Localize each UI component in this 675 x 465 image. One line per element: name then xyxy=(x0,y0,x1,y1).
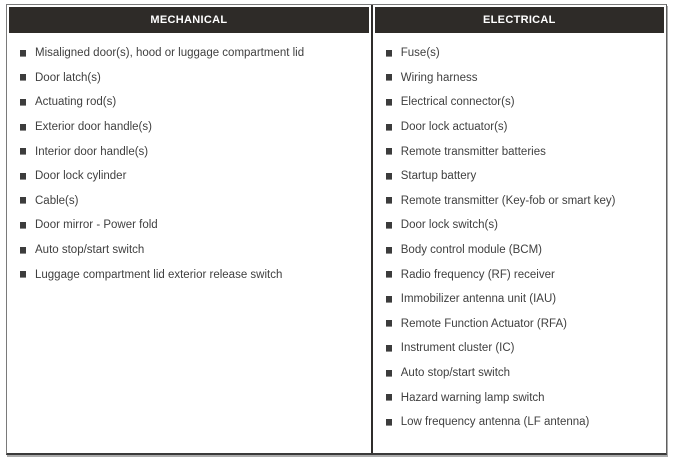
square-bullet-icon xyxy=(386,148,392,155)
square-bullet-icon xyxy=(20,74,26,81)
list-item-label: Hazard warning lamp switch xyxy=(400,391,545,404)
list-item-label: Door lock switch(s) xyxy=(400,219,498,232)
square-bullet-icon xyxy=(386,50,392,57)
square-bullet-icon xyxy=(386,370,392,377)
list-item xyxy=(373,361,662,386)
list-item-label: Remote transmitter batteries xyxy=(400,145,546,158)
list-item xyxy=(373,90,662,115)
list-item xyxy=(373,41,662,66)
column-electrical xyxy=(371,5,666,453)
square-bullet-icon xyxy=(20,247,26,254)
list-item xyxy=(373,287,662,312)
square-bullet-icon xyxy=(386,419,392,426)
mechanical-items-list xyxy=(7,35,371,453)
square-bullet-icon xyxy=(20,148,26,155)
square-bullet-icon xyxy=(386,74,392,81)
square-bullet-icon xyxy=(386,197,392,204)
square-bullet-icon xyxy=(386,394,392,401)
square-bullet-icon xyxy=(20,173,26,180)
square-bullet-icon xyxy=(20,124,26,131)
square-bullet-icon xyxy=(386,320,392,327)
square-bullet-icon xyxy=(386,247,392,254)
list-item-label: Electrical connector(s) xyxy=(400,96,515,109)
square-bullet-icon xyxy=(386,296,392,303)
list-item xyxy=(373,385,662,410)
list-item-label: Cable(s) xyxy=(35,194,79,207)
list-item xyxy=(373,336,662,361)
list-item xyxy=(7,139,367,164)
parts-table xyxy=(6,4,667,455)
list-item xyxy=(7,164,367,189)
list-item xyxy=(373,410,662,435)
list-item xyxy=(7,41,367,66)
square-bullet-icon xyxy=(386,173,392,180)
column-header-mechanical: MECHANICAL xyxy=(9,7,369,33)
square-bullet-icon xyxy=(20,271,26,278)
list-item-label: Remote transmitter (Key-fob or smart key) xyxy=(400,194,616,207)
list-item-label: Door mirror - Power fold xyxy=(35,219,158,232)
square-bullet-icon xyxy=(386,271,392,278)
list-item xyxy=(373,262,662,287)
list-item-label: Body control module (BCM) xyxy=(400,244,543,257)
square-bullet-icon xyxy=(386,124,392,131)
list-item-label: Actuating rod(s) xyxy=(35,96,117,109)
list-item-label: Luggage compartment lid exterior release switch xyxy=(35,268,283,281)
square-bullet-icon xyxy=(20,197,26,204)
list-item xyxy=(373,164,662,189)
list-item xyxy=(7,66,367,91)
list-item xyxy=(7,262,367,287)
list-item-label: Wiring harness xyxy=(400,71,478,84)
column-header-electrical: ELECTRICAL xyxy=(375,7,664,33)
list-item-label: Door lock actuator(s) xyxy=(400,121,508,134)
list-item-label: Door lock cylinder xyxy=(35,170,127,183)
square-bullet-icon xyxy=(20,99,26,106)
list-item-label: Low frequency antenna (LF antenna) xyxy=(400,416,590,429)
list-item-label: Startup battery xyxy=(400,170,477,183)
list-item-label: Radio frequency (RF) receiver xyxy=(400,268,555,281)
list-item-label: Interior door handle(s) xyxy=(35,145,149,158)
list-item xyxy=(373,189,662,214)
list-item-label: Misaligned door(s), hood or luggage compartment lid xyxy=(35,47,305,60)
list-item xyxy=(373,213,662,238)
list-item xyxy=(373,115,662,140)
list-item xyxy=(373,238,662,263)
column-mechanical xyxy=(7,5,371,453)
list-item-label: Immobilizer antenna unit (IAU) xyxy=(400,293,557,306)
list-item xyxy=(373,66,662,91)
list-item-label: Auto stop/start switch xyxy=(35,244,145,257)
list-item xyxy=(7,213,367,238)
square-bullet-icon xyxy=(386,99,392,106)
list-item xyxy=(7,90,367,115)
electrical-items-list xyxy=(373,35,666,453)
square-bullet-icon xyxy=(20,50,26,57)
square-bullet-icon xyxy=(386,345,392,352)
list-item xyxy=(373,312,662,337)
list-item-label: Instrument cluster (IC) xyxy=(400,342,515,355)
list-item xyxy=(7,238,367,263)
list-item-label: Fuse(s) xyxy=(400,47,440,60)
list-item xyxy=(373,139,662,164)
list-item-label: Remote Function Actuator (RFA) xyxy=(400,317,567,330)
two-column-table xyxy=(7,5,666,453)
list-item-label: Exterior door handle(s) xyxy=(35,121,152,134)
list-item xyxy=(7,115,367,140)
square-bullet-icon xyxy=(20,222,26,229)
list-item-label: Door latch(s) xyxy=(35,71,101,84)
list-item-label: Auto stop/start switch xyxy=(400,367,511,380)
list-item xyxy=(7,189,367,214)
square-bullet-icon xyxy=(386,222,392,229)
